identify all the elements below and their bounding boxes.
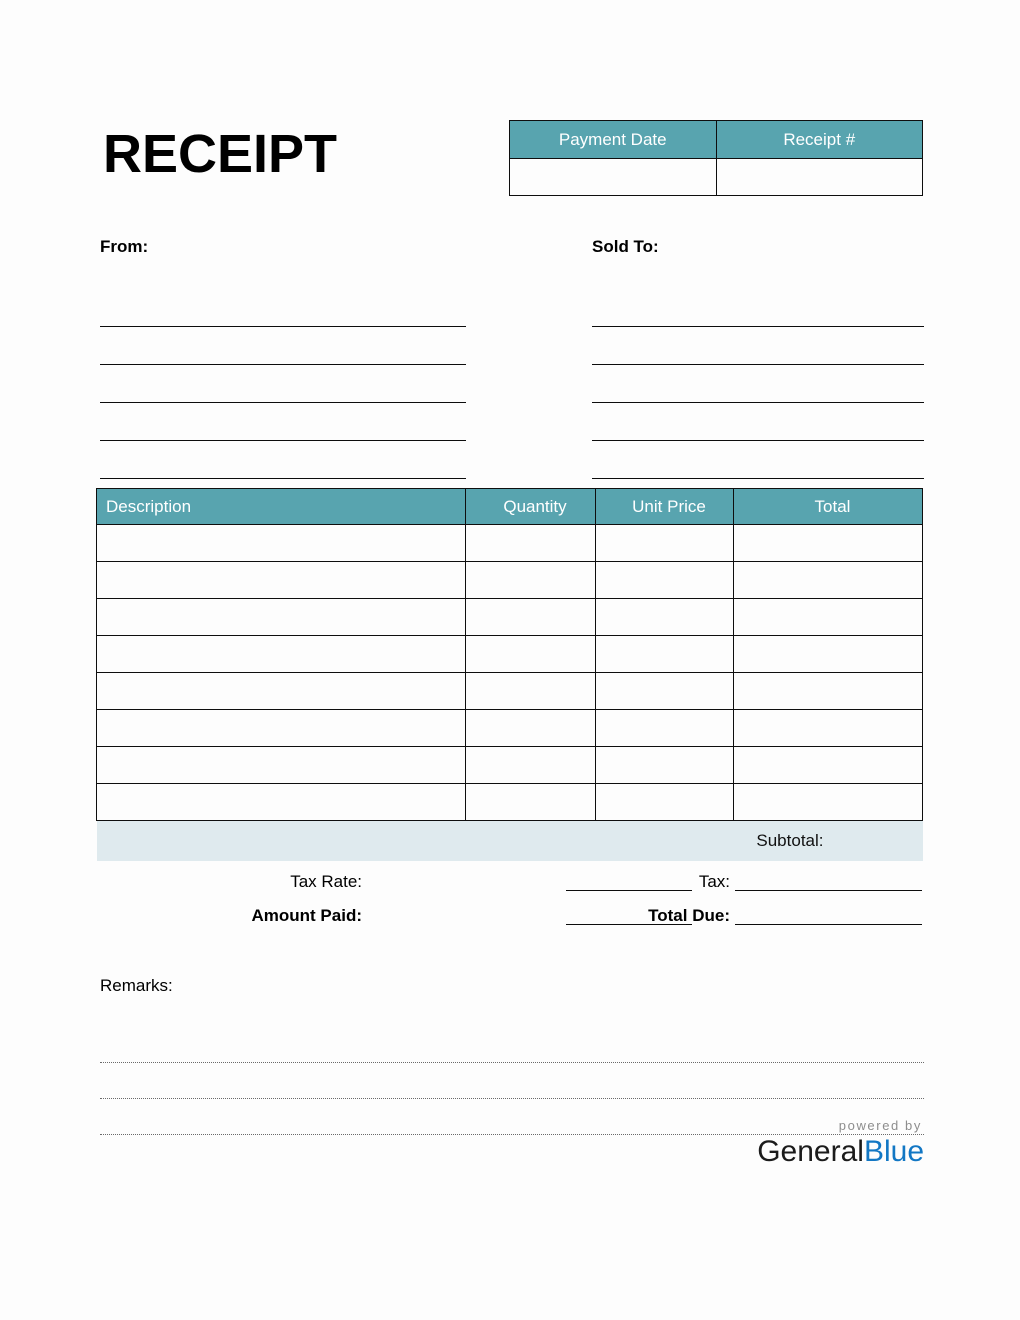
cell-quantity[interactable] <box>466 525 596 562</box>
cell-description[interactable] <box>97 710 466 747</box>
sold-to-line-5[interactable] <box>592 441 924 479</box>
line-items-table <box>96 488 923 861</box>
meta-value-row <box>510 159 923 196</box>
generalblue-logo <box>748 1118 924 1170</box>
sold-to-label: Sold To: <box>592 237 659 256</box>
cell-total[interactable] <box>734 747 923 784</box>
cell-unit-price[interactable] <box>596 636 734 673</box>
amount-paid-row <box>96 902 922 935</box>
from-line-4[interactable] <box>100 403 466 441</box>
cell-unit-price[interactable] <box>596 673 734 710</box>
table-row <box>97 710 923 747</box>
payment-date-field[interactable] <box>510 159 717 196</box>
from-line-2[interactable] <box>100 327 466 365</box>
cell-unit-price[interactable] <box>596 562 734 599</box>
remarks-label: Remarks: <box>100 976 173 995</box>
cell-quantity[interactable] <box>466 747 596 784</box>
cell-total[interactable] <box>734 673 923 710</box>
total-due-label: Total Due: <box>648 906 730 925</box>
cell-description[interactable] <box>97 562 466 599</box>
from-block <box>100 236 466 479</box>
cell-quantity[interactable] <box>466 636 596 673</box>
table-row <box>97 784 923 821</box>
column-header-quantity: Quantity <box>466 489 596 525</box>
table-row <box>97 673 923 710</box>
table-row <box>97 562 923 599</box>
payment-date-header: Payment Date <box>510 121 717 159</box>
tax-field[interactable] <box>735 890 922 891</box>
cell-description[interactable] <box>97 525 466 562</box>
page-title: RECEIPT <box>103 124 338 184</box>
cell-total[interactable] <box>734 636 923 673</box>
cell-description[interactable] <box>97 673 466 710</box>
remarks-section <box>100 975 924 1135</box>
column-header-unit-price: Unit Price <box>596 489 734 525</box>
from-line-5[interactable] <box>100 441 466 479</box>
receipt-number-field[interactable] <box>716 159 923 196</box>
subtotal-label: Subtotal: <box>97 821 923 862</box>
sold-to-line-1[interactable] <box>592 294 924 327</box>
items-header-row <box>97 489 923 525</box>
cell-quantity[interactable] <box>466 710 596 747</box>
logo-wordmark <box>748 1134 924 1170</box>
from-line-3[interactable] <box>100 365 466 403</box>
amount-paid-label: Amount Paid: <box>251 906 362 925</box>
logo-blue-text: Blue <box>863 1135 924 1168</box>
cell-unit-price[interactable] <box>596 784 734 821</box>
cell-total[interactable] <box>734 562 923 599</box>
cell-quantity[interactable] <box>466 673 596 710</box>
table-row <box>97 747 923 784</box>
tax-rate-row <box>96 868 922 901</box>
cell-total[interactable] <box>734 784 923 821</box>
cell-total[interactable] <box>734 599 923 636</box>
cell-unit-price[interactable] <box>596 525 734 562</box>
cell-total[interactable] <box>734 710 923 747</box>
cell-description[interactable] <box>97 599 466 636</box>
remarks-line-1[interactable] <box>100 1027 924 1063</box>
total-due-field[interactable] <box>735 924 922 925</box>
sold-to-line-3[interactable] <box>592 365 924 403</box>
remarks-line-2[interactable] <box>100 1063 924 1099</box>
cell-quantity[interactable] <box>466 784 596 821</box>
cell-description[interactable] <box>97 636 466 673</box>
subtotal-row <box>97 821 923 862</box>
totals-section <box>96 868 922 938</box>
cell-unit-price[interactable] <box>596 747 734 784</box>
from-label: From: <box>100 237 149 256</box>
meta-header-row <box>510 121 923 159</box>
cell-description[interactable] <box>97 747 466 784</box>
cell-quantity[interactable] <box>466 599 596 636</box>
sold-to-line-2[interactable] <box>592 327 924 365</box>
cell-total[interactable] <box>734 525 923 562</box>
table-row <box>97 599 923 636</box>
table-row <box>97 636 923 673</box>
cell-unit-price[interactable] <box>596 599 734 636</box>
column-header-description: Description <box>97 489 466 525</box>
sold-to-lines <box>592 294 924 479</box>
table-row <box>97 525 923 562</box>
sold-to-line-4[interactable] <box>592 403 924 441</box>
tax-rate-field[interactable] <box>566 890 692 891</box>
logo-general-text: General <box>757 1135 864 1168</box>
cell-unit-price[interactable] <box>596 710 734 747</box>
cell-quantity[interactable] <box>466 562 596 599</box>
from-line-1[interactable] <box>100 294 466 327</box>
sold-to-block <box>592 236 924 479</box>
receipt-number-header: Receipt # <box>716 121 923 159</box>
tax-rate-label: Tax Rate: <box>290 872 362 891</box>
payment-meta-table <box>509 120 923 196</box>
cell-description[interactable] <box>97 784 466 821</box>
tax-label: Tax: <box>698 872 730 891</box>
column-header-total: Total <box>734 489 923 525</box>
powered-by-label: powered by <box>838 1118 922 1133</box>
from-lines <box>100 294 466 479</box>
